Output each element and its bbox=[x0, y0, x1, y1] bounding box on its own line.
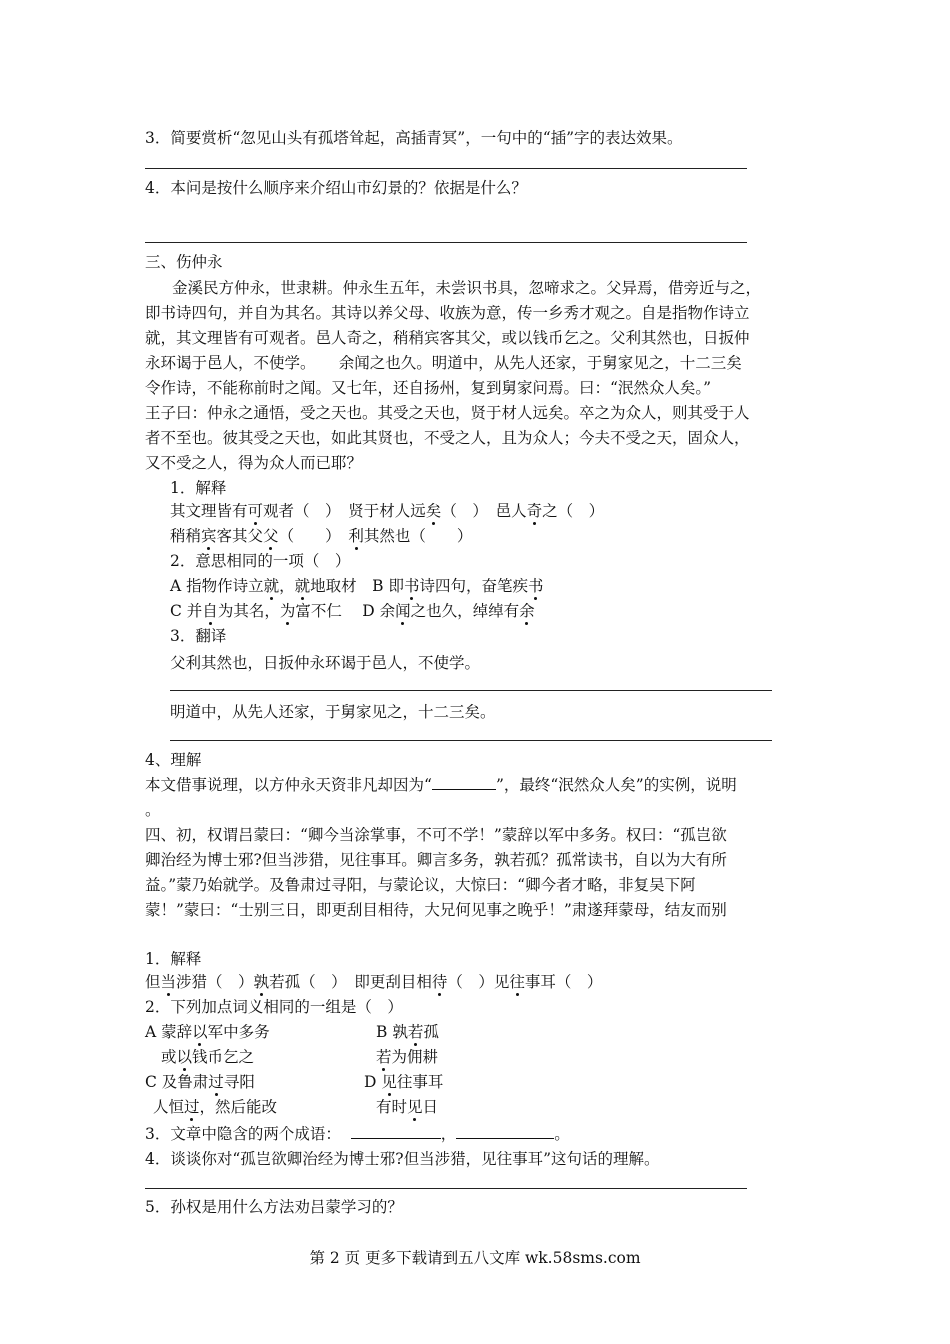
s3-q3-label: 3．翻译 bbox=[170, 627, 227, 645]
s3-q3-sentence-1: 父利其然也，日扳仲永环谒于邑人，不使学。 bbox=[170, 654, 481, 672]
s3-q2-row-cd: C 并自为其名，为富不仁 D 余闻之也久，绰绰有余 bbox=[170, 602, 535, 620]
fill-blank[interactable] bbox=[456, 1124, 554, 1139]
fill-blank[interactable] bbox=[432, 775, 496, 790]
page-footer: 第 2 页 更多下载请到五八文库 wk.58sms.com bbox=[309, 1249, 641, 1267]
passage-line: 王子曰：仲永之通悟，受之天也。其受之天也，贤于材人远矣。卒之为众人，则其受于人 bbox=[145, 404, 750, 422]
s4-q2-option-a2: 或以钱币乞之 bbox=[161, 1048, 255, 1066]
passage-line: 者不至也。彼其受之天也，如此其贤也，不受之人，且为众人；今夫不受之天，固众人， bbox=[145, 429, 750, 447]
s4-q4-text: 4．谈谈你对“孤岂欲卿治经为博士邪?但当涉猎，见往事耳”这句话的理解。 bbox=[145, 1150, 660, 1168]
answer-line bbox=[145, 168, 747, 169]
section-3-title: 三、伤仲永 bbox=[145, 253, 223, 271]
s4-q2-option-b2: 若为佣耕 bbox=[376, 1048, 439, 1066]
fill-blank[interactable] bbox=[351, 1124, 441, 1139]
passage-line: 令作诗，不能称前时之闻。又七年，还自扬州，复到舅家问焉。曰：“泯然众人矣。” bbox=[145, 379, 712, 397]
s3-q2-row-ab: A 指物作诗立就，就地取材 B 即书诗四句，奋笔疾书 bbox=[170, 577, 544, 595]
s4-q1-items: 但当涉猎（ ）孰若孤（ ） 即更刮目相待（ ）见往事耳（ ） bbox=[145, 973, 603, 991]
passage-line: 又不受之人，得为众人而已耶？ bbox=[145, 454, 363, 472]
s4-q2-label: 2．下列加点词义相同的一组是（ ） bbox=[145, 998, 403, 1016]
s3-q3-sentence-2: 明道中，从先人还家，于舅家见之，十二三矣。 bbox=[170, 703, 496, 721]
s3-q2-label: 2．意思相同的一项（ ） bbox=[170, 552, 351, 570]
passage-line: 即书诗四句，并自为其名。其诗以养父母、收族为意，传一乡秀才观之。自是指物作诗立 bbox=[145, 304, 750, 322]
s4-q2-option-c2: 人恒过，然后能改 bbox=[153, 1098, 278, 1116]
s3-q4-text: 本文借事说理，以方仲永天资非凡却因为“ ”，最终“泯然众人矣”的实例，说明 bbox=[145, 776, 737, 794]
question-4-text: 4．本问是按什么顺序来介绍山市幻景的？依据是什么？ bbox=[145, 179, 527, 197]
answer-line bbox=[145, 242, 747, 243]
passage-line: 卿治经为博士邪?但当涉猎，见往事耳。卿言多务，孰若孤？孤常读书，自以为大有所 bbox=[145, 851, 727, 869]
passage-line: 金溪民方仲永，世隶耕。仲永生五年，未尝识书具，忽啼求之。父异焉，借旁近与之， bbox=[172, 279, 762, 297]
answer-line bbox=[170, 740, 772, 741]
s4-q2-option-d1: D 见往事耳 bbox=[364, 1073, 444, 1091]
s3-q4-label: 4、理解 bbox=[145, 751, 202, 769]
s3-q1-label: 1．解释 bbox=[170, 479, 227, 497]
passage-line: 永环谒于邑人，不使学。 余闻之也久。明道中，从先人还家，于舅家见之，十二三矣 bbox=[145, 354, 742, 372]
s4-q3-text: 3．文章中隐含的两个成语： ， 。 bbox=[145, 1125, 570, 1143]
question-3-text: 3．简要赏析“忽见山头有孤塔耸起，高插青冥”，一句中的“插”字的表达效果。 bbox=[145, 129, 683, 147]
passage-line: 益。”蒙乃始就学。及鲁肃过寻阳，与蒙论议，大惊曰：“卿今者才略，非复吴下阿 bbox=[145, 876, 696, 894]
passage-line: 就，其文理皆有可观者。邑人奇之，稍稍宾客其父，或以钱币乞之。父利其然也，日扳仲 bbox=[145, 329, 750, 347]
s4-q2-option-b1: B 孰若孤 bbox=[376, 1023, 439, 1041]
passage-line: 蒙！”蒙曰：“士别三日，即更刮目相待，大兄何见事之晚乎！”肃遂拜蒙母，结友而别 bbox=[145, 901, 727, 919]
s4-q5-text: 5．孙权是用什么方法劝吕蒙学习的？ bbox=[145, 1198, 403, 1216]
passage-line: 四、初，权谓吕蒙曰：“卿今当涂掌事，不可不学！”蒙辞以军中多务。权曰：“孤岂欲 bbox=[145, 826, 727, 844]
s4-q2-option-d2: 有时见日 bbox=[376, 1098, 439, 1116]
s3-q4-end: 。 bbox=[145, 801, 161, 819]
s3-q1-row-1: 其文理皆有可观者（ ） 贤于材人远矣（ ） 邑人奇之（ ） bbox=[170, 502, 605, 520]
answer-line bbox=[170, 690, 772, 691]
answer-line bbox=[145, 1188, 747, 1189]
s4-q1-label: 1．解释 bbox=[145, 950, 202, 968]
s3-q1-row-2: 稍稍宾客其父父（ ） 利其然也（ ） bbox=[170, 527, 473, 545]
s4-q2-option-c1: C 及鲁肃过寻阳 bbox=[145, 1073, 255, 1091]
s4-q2-option-a1: A 蒙辞以军中多务 bbox=[145, 1023, 270, 1041]
